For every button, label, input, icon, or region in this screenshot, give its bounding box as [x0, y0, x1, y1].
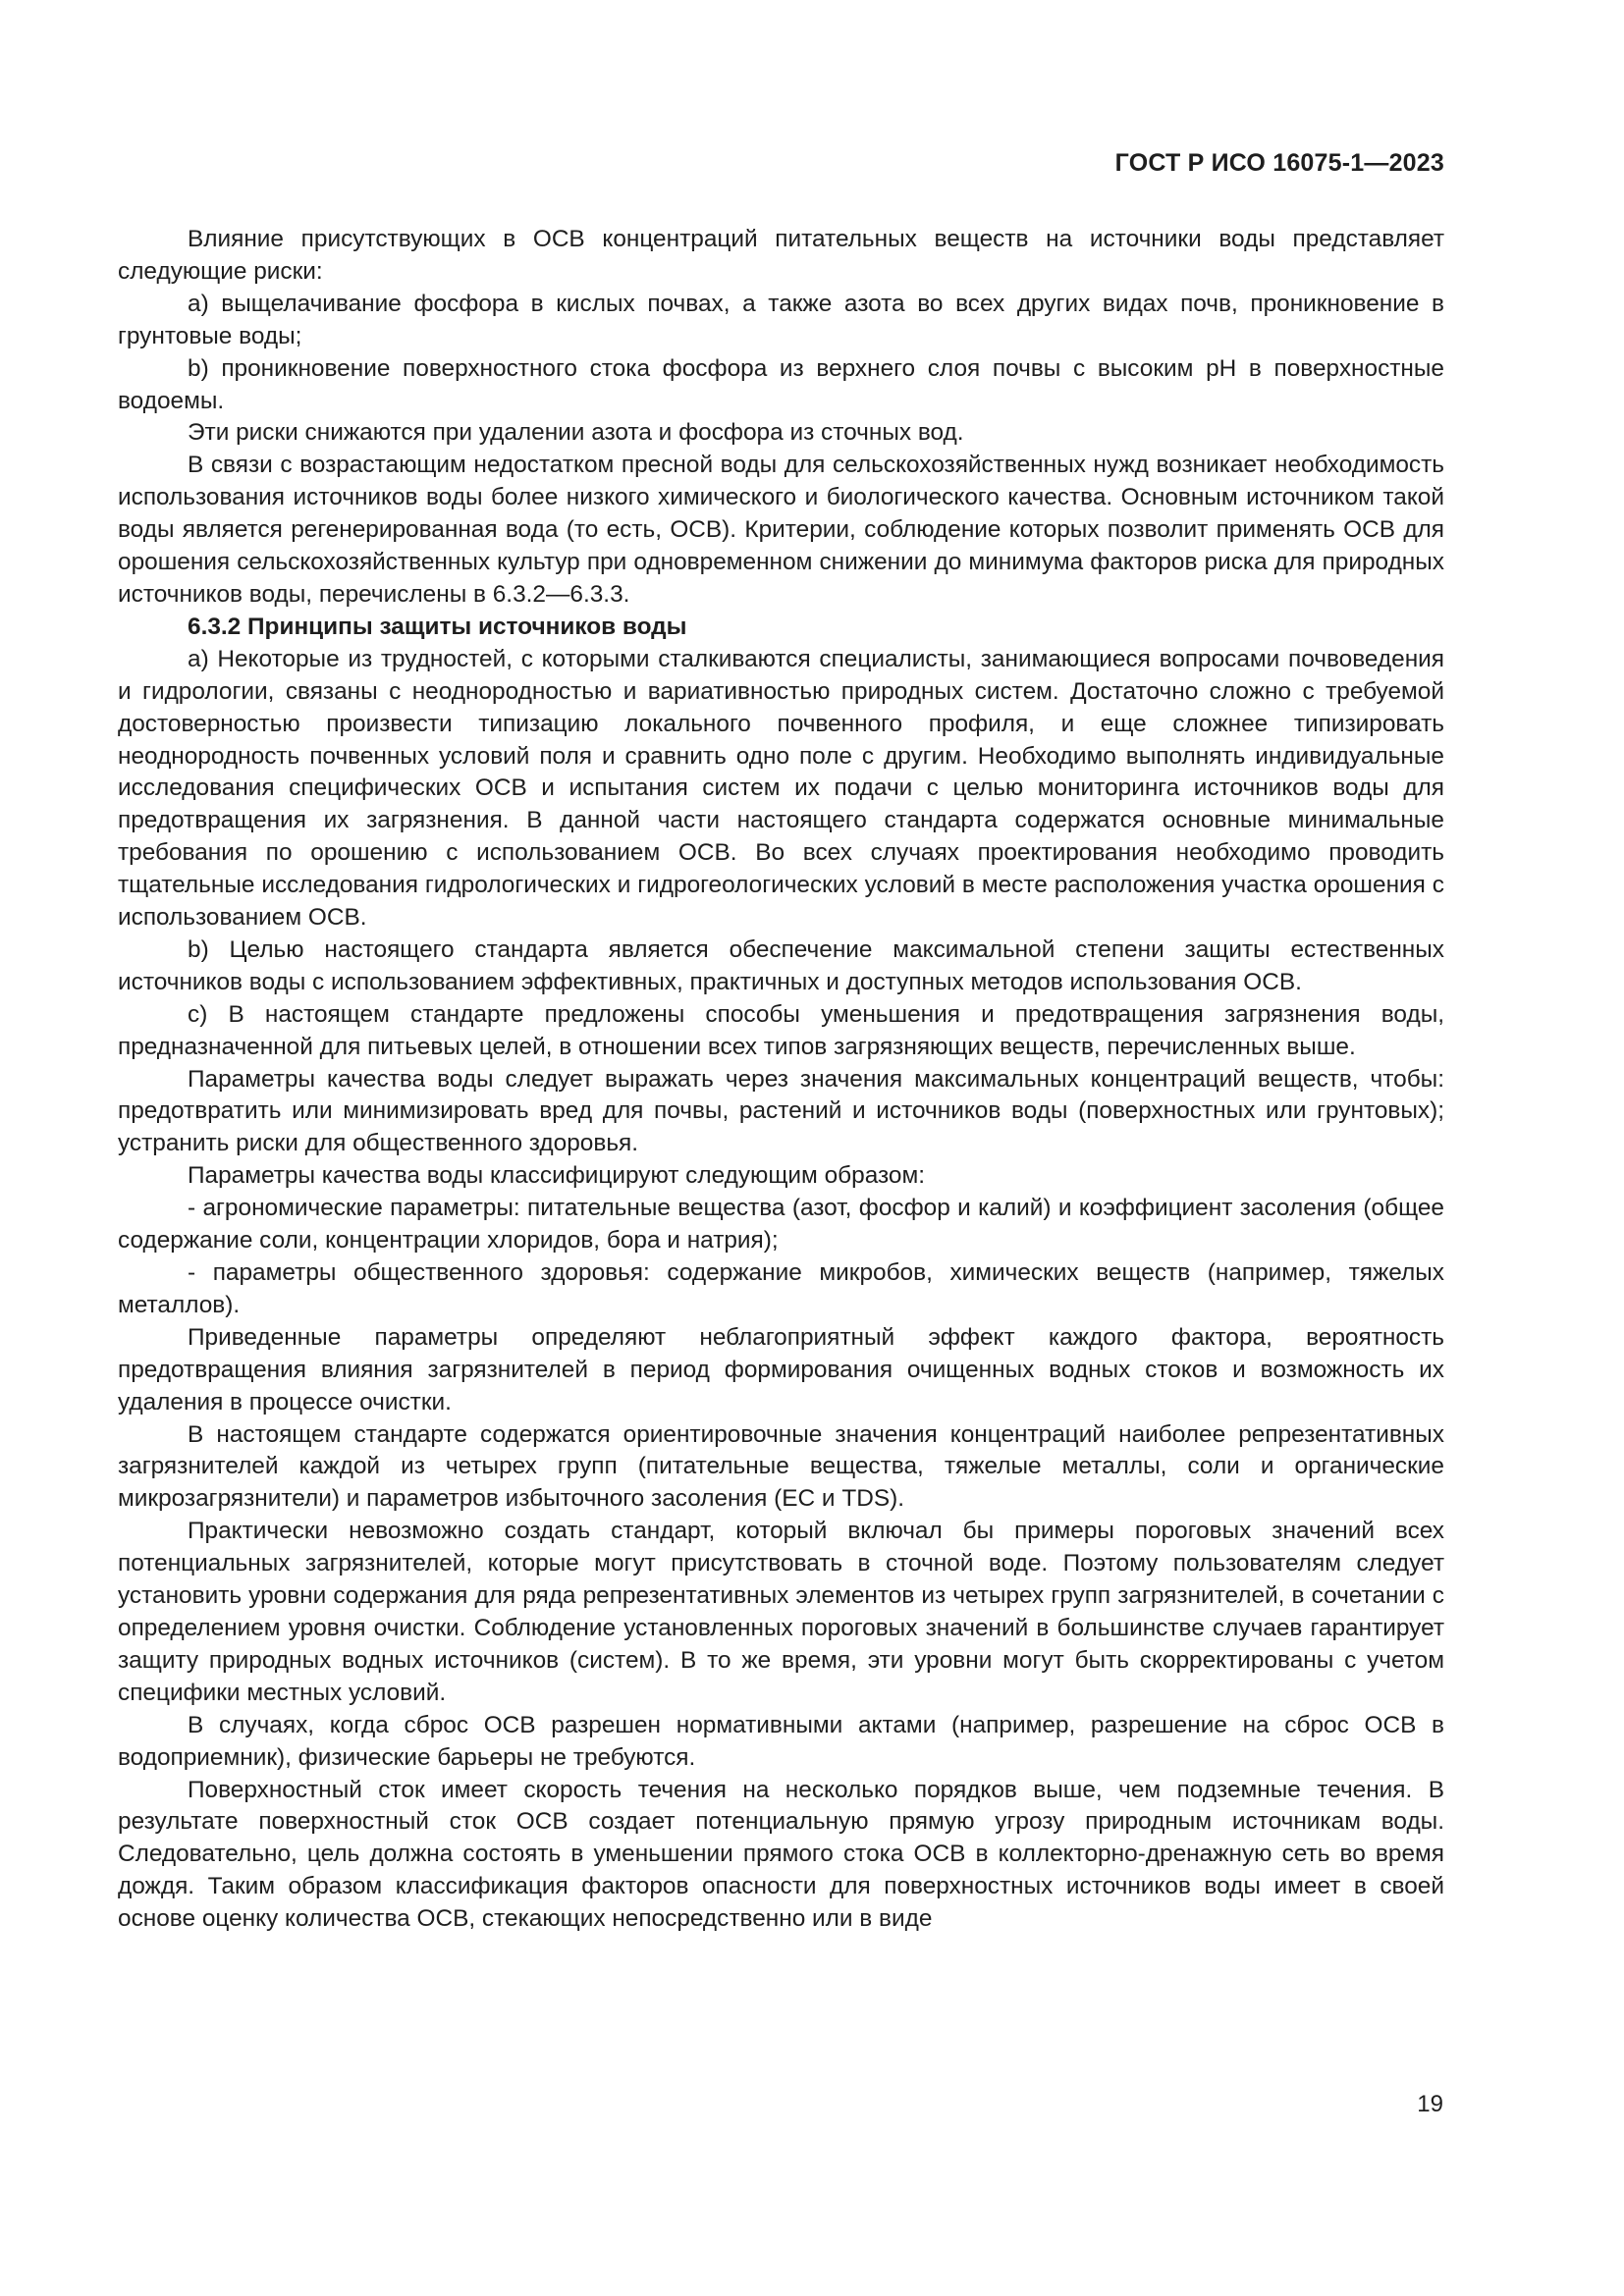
paragraph: Параметры качества воды следует выражать через значения максимальных концентраций веществ, чтобы: предотвратить или минимизировать вред для почвы, растений и источников воды (поверхностных или грунтовых); устранить риски для общественного здоровья. [118, 1065, 1444, 1157]
list-item-c: c) В настоящем стандарте предложены способы уменьшения и предотвращения загрязнения воды, предназначенной для питьевых целей, в отношении всех типов загрязняющих веществ, перечисленных выше. [118, 1000, 1444, 1060]
paragraph: Практически невозможно создать стандарт, который включал бы примеры пороговых значений всех потенциальных загрязнителей, которые могут присутствовать в сточной воде. Поэтому пользователям следует установить уровни содержания для ряда репрезентативных элементов из четырех групп загрязнителей, в сочетании с определением уровня очистки. Соблюдение установленных пороговых значений в большинстве случаев гарантирует защиту природных водных источников (систем). В то же время, эти уровни могут быть скорректированы с учетом специфики местных условий. [118, 1518, 1444, 1706]
body-text [118, 224, 1444, 1936]
dash-list-item: - параметры общественного здоровья: содержание микробов, химических веществ (например, тяжелых металлов). [118, 1259, 1444, 1318]
standard-header: ГОСТ Р ИСО 16075-1—2023 [1114, 149, 1444, 177]
paragraph: Поверхностный сток имеет скорость течения на несколько порядков выше, чем подземные течения. В результате поверхностный сток ОСВ создает потенциальную прямую угрозу природным источникам воды. Следовательно, цель должна состоять в уменьшении прямого стока ОСВ в коллекторно-дренажную сеть во время дождя. Таким образом классификация факторов опасности для поверхностных источников воды имеет в своей основе оценку количества ОСВ, стекающих непосредственно или в виде [118, 1776, 1444, 1933]
list-item-b: b) проникновение поверхностного стока фосфора из верхнего слоя почвы с высоким pH в поверхностные водоемы. [118, 354, 1444, 414]
paragraph: Приведенные параметры определяют неблагоприятный эффект каждого фактора, вероятность предотвращения влияния загрязнителей в период формирования очищенных водных стоков и возможность их удаления в процессе очистки. [118, 1323, 1444, 1415]
page-number: 19 [1417, 2091, 1443, 2117]
paragraph: Параметры качества воды классифицируют следующим образом: [188, 1162, 925, 1190]
section-heading: 6.3.2 Принципы защиты источников воды [188, 613, 687, 640]
paragraph: Эти риски снижаются при удалении азота и фосфора из сточных вод. [188, 419, 964, 447]
list-item-a: a) Некоторые из трудностей, с которыми сталкиваются специалисты, занимающиеся вопросами почвоведения и гидрологии, связаны с неоднородностью и вариативностью природных систем. Достаточно сложно с требуемой достоверностью произвести типизацию локального почвенного профиля, и еще сложнее типизировать неоднородность почвенных условий поля и сравнить одно поле с другим. Необходимо выполнять индивидуальные исследования специфических ОСВ и испытания систем их подачи с целью мониторинга источников воды для предотвращения их загрязнения. В данной части настоящего стандарта содержатся основные минимальные требования по орошению с использованием ОСВ. Во всех случаях проектирования необходимо проводить тщательные исследования гидрологических и гидрогеологических условий в месте расположения участка орошения с использованием ОСВ. [118, 645, 1444, 932]
list-item-a: a) выщелачивание фосфора в кислых почвах, а также азота во всех других видах почв, проникновение в грунтовые воды; [118, 290, 1444, 349]
list-item-b: b) Целью настоящего стандарта является обеспечение максимальной степени защиты естественных источников воды с использованием эффективных, практичных и доступных методов использования ОСВ. [118, 935, 1444, 995]
dash-list-item: - агрономические параметры: питательные вещества (азот, фосфор и калий) и коэффициент засоления (общее содержание соли, концентрации хлоридов, бора и натрия); [118, 1195, 1444, 1255]
paragraph: В настоящем стандарте содержатся ориентировочные значения концентраций наиболее репрезентативных загрязнителей каждой из четырех групп (питательные вещества, тяжелые металлы, соли и органические микрозагрязнители) и параметров избыточного засоления (EC и TDS). [118, 1420, 1444, 1513]
paragraph: Влияние присутствующих в ОСВ концентраций питательных веществ на источники воды представляет следующие риски: [118, 226, 1444, 285]
paragraph: В связи с возрастающим недостатком пресной воды для сельскохозяйственных нужд возникает необходимость использования источников воды более низкого химического и биологического качества. Основным источником такой воды является регенерированная вода (то есть, ОСВ). Критерии, соблюдение которых позволит применять ОСВ для орошения сельскохозяйственных культур при одновременном снижении до минимума факторов риска для природных источников воды, перечислены в 6.3.2—6.3.3. [118, 452, 1444, 608]
paragraph: В случаях, когда сброс ОСВ разрешен нормативными актами (например, разрешение на сброс ОСВ в водоприемник), физические барьеры не требуются. [118, 1711, 1444, 1771]
